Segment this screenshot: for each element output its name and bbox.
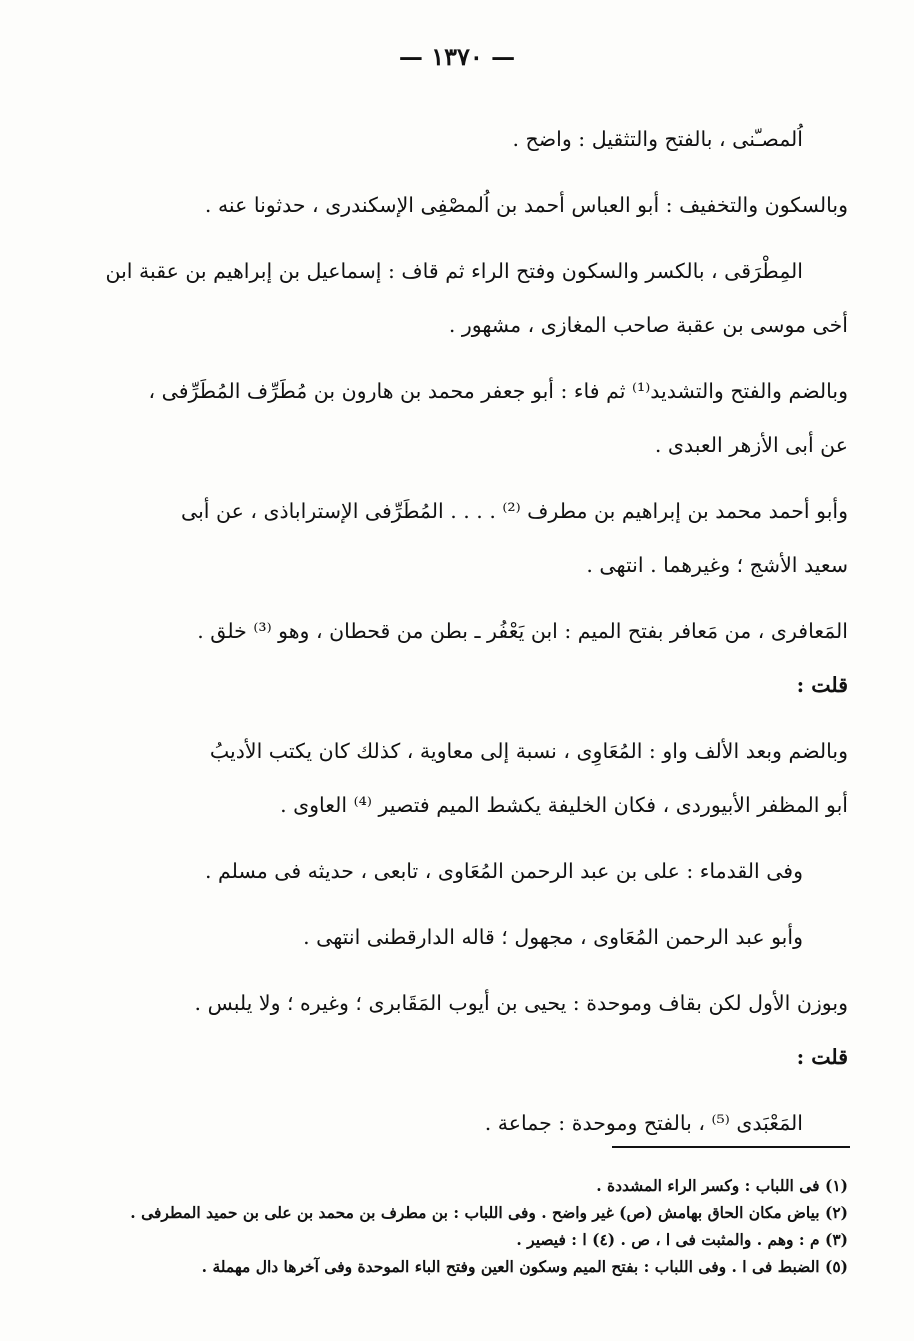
footnote: (١) فى اللباب : وكسر الراء المشددة . [596,1176,848,1195]
paragraph-continuation: سعيد الأشج ؛ وغيرهما . انتهى . [586,553,848,577]
footnote-divider [612,1146,850,1148]
heading-qult: قلت : [796,1045,848,1069]
paragraph-continuation: عن أبى الأزهر العبدى . [654,433,848,457]
heading-qult: قلت : [796,673,848,697]
paragraph: وأبو أحمد محمد بن إبراهيم بن مطرف ⁽²⁾ . . . . المُطَرِّفى الإستراباذى ، عن أبى [181,499,848,523]
paragraph: وبوزن الأول لكن بقاف وموحدة : يحيى بن أيوب المَقَابرى ؛ وغيره ؛ ولا يلبس . [194,991,848,1015]
paragraph: المَعْبَدى ⁽⁵⁾ ، بالفتح وموحدة : جماعة . [484,1111,803,1135]
footnotes [118,1172,848,1280]
paragraph: اُلمصـّنى ، بالفتح والتثقيل : واضح . [512,127,803,151]
paragraph: المَعافرى ، من مَعافر بفتح الميم : ابن يَعْفُر ـ بطن من قحطان ، وهو ⁽³⁾ خلق . [197,619,848,643]
footnote: (٣) م : وهم . والمثبت فى ا ، ص . (٤) ا : فيصير . [516,1230,848,1249]
paragraph: المِطْرَقى ، بالكسر والسكون وفتح الراء ثم قاف : إسماعيل بن إبراهيم بن عقبة ابن [105,259,803,283]
footnote: (٢) بياض مكان الحاق بهامش (ص) غير واضح . وفى اللباب : بن مطرف بن محمد بن على بن حميد المطرفى . [130,1203,848,1222]
paragraph-continuation: أخى موسى بن عقبة صاحب المغازى ، مشهور . [448,313,848,337]
paragraph: وبالضم والفتح والتشديد⁽¹⁾ ثم فاء : أبو جعفر محمد بن هارون بن مُطَرِّف المُطَرِّفى ، [148,379,848,403]
paragraph: وبالضم وبعد الألف واو : المُعَاوِى ، نسبة إلى معاوية ، كذلك كان يكتب الأديبُ [209,739,848,763]
page-number: — ١٣٧٠ — [398,42,516,71]
paragraph: وفى القدماء : على بن عبد الرحمن المُعَاوى ، تابعى ، حديثه فى مسلم . [205,859,803,883]
footnote: (٥) الضبط فى ا . وفى اللباب : بفتح الميم وسكون العين وفتح الباء الموحدة وفى آخرها دال مهملة . [201,1257,848,1276]
paragraph-continuation: أبو المظفر الأبيوردى ، فكان الخليفة يكشط الميم فتصير ⁽⁴⁾ العاوى . [280,793,848,817]
paragraph: وأبو عبد الرحمن المُعَاوى ، مجهول ؛ قاله الدارقطنى انتهى . [303,925,803,949]
main-text [105,112,848,1150]
paragraph: وبالسكون والتخفيف : أبو العباس أحمد بن اُلمصْفِى الإسكندرى ، حدثونا عنه . [204,193,848,217]
